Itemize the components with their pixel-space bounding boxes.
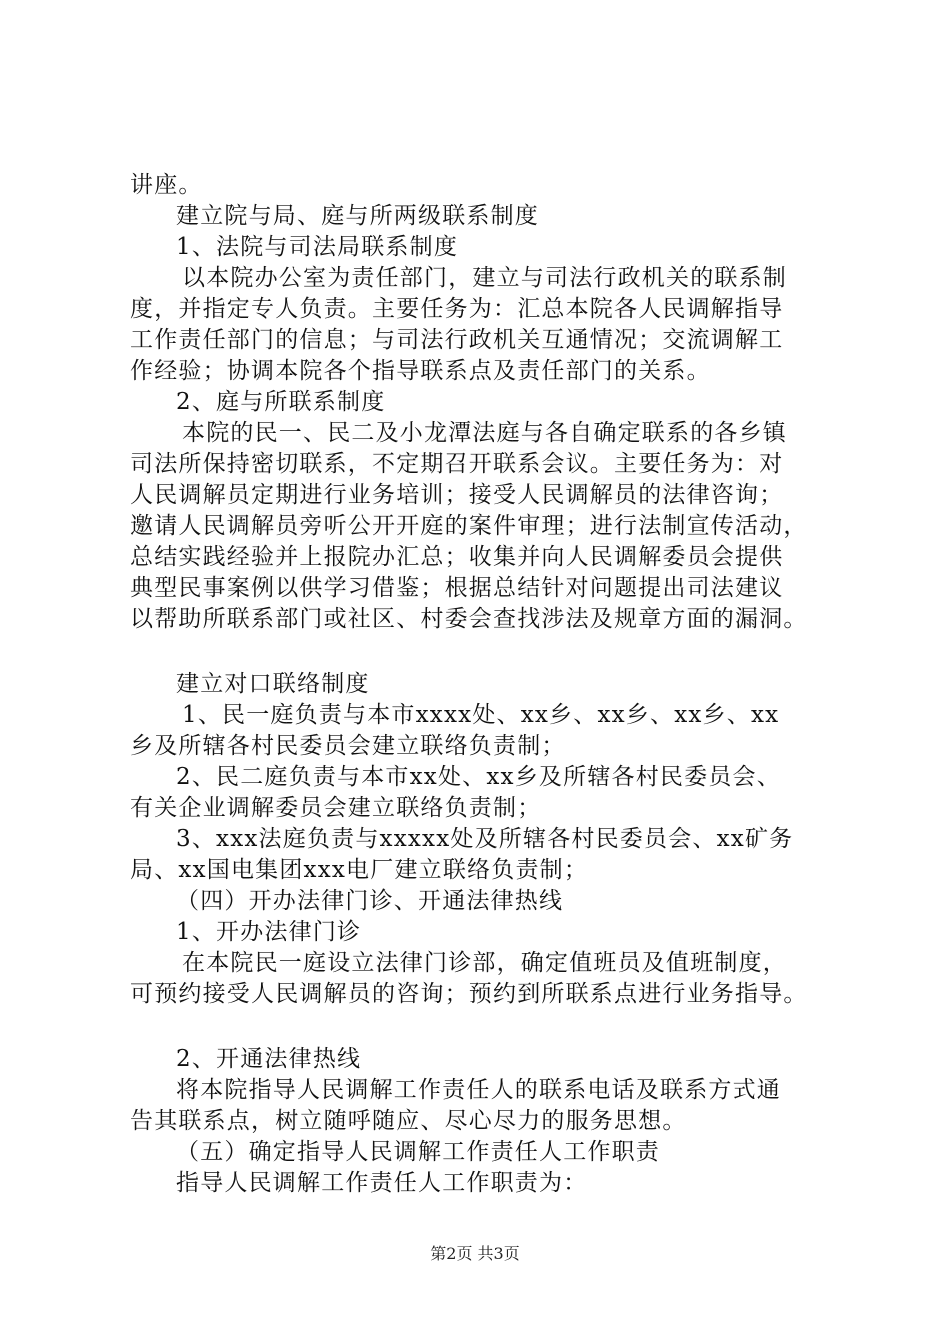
section-heading: 建立院与局、庭与所两级联系制度 (176, 203, 539, 229)
paragraph-line: 有关企业调解委员会建立联络负责制； (130, 795, 542, 821)
paragraph-line: 乡及所辖各村民委员会建立联络负责制； (130, 733, 566, 759)
paragraph-line: 告其联系点，树立随呼随应、尽心尽力的服务思想。 (130, 1108, 687, 1134)
paragraph-line: 人民调解员定期进行业务培训；接受人民调解员的法律咨询； (130, 482, 784, 508)
paragraph-line: 总结实践经验并上报院办汇总；收集并向人民调解委员会提供 (130, 544, 784, 570)
paragraph-line: 邀请人民调解员旁听公开开庭的案件审理；进行法制宣传活动， (130, 513, 808, 539)
paragraph-line: 以帮助所联系部门或社区、村委会查找涉法及规章方面的漏洞。 (130, 606, 808, 632)
page-footer: 第2页 共3页 (430, 1244, 520, 1263)
paragraph-line: 以本院办公室为责任部门，建立与司法行政机关的联系制 (182, 265, 787, 291)
paragraph-gap (130, 1010, 830, 1044)
paragraph-line: 工作责任部门的信息；与司法行政机关互通情况；交流调解工 (130, 327, 784, 353)
paragraph-line: 典型民事案例以供学习借鉴；根据总结针对问题提出司法建议 (130, 575, 784, 601)
paragraph-line: 1、民一庭负责与本市xxxx处、xx乡、xx乡、xx乡、xx (182, 702, 780, 728)
paragraph-line: 作经验；协调本院各个指导联系点及责任部门的关系。 (130, 358, 711, 384)
paragraph-line: 本院的民一、民二及小龙潭法庭与各自确定联系的各乡镇 (182, 420, 787, 446)
paragraph-line: 3、xxx法庭负责与xxxxx处及所辖各村民委员会、xx矿务 (176, 826, 794, 852)
section-heading: （五）确定指导人民调解工作责任人工作职责 (176, 1139, 660, 1165)
subsection-heading: 1、开办法律门诊 (176, 919, 362, 945)
paragraph-line: 2、民二庭负责与本市xx处、xx乡及所辖各村民委员会、 (176, 764, 781, 790)
paragraph-line: 将本院指导人民调解工作责任人的联系电话及联系方式通 (176, 1077, 781, 1103)
subsection-heading: 2、庭与所联系制度 (176, 389, 386, 415)
section-heading: 建立对口联络制度 (176, 671, 370, 697)
subsection-heading: 1、法院与司法局联系制度 (176, 234, 459, 260)
section-heading: （四）开办法律门诊、开通法律热线 (176, 888, 564, 914)
paragraph-line: 指导人民调解工作责任人工作职责为： (176, 1170, 588, 1196)
paragraph-line: 局、xx国电集团xxx电厂建立联络负责制； (130, 857, 589, 883)
paragraph-line: 可预约接受人民调解员的咨询；预约到所联系点进行业务指导。 (130, 981, 808, 1007)
paragraph-gap (130, 635, 830, 669)
paragraph-line: 度，并指定专人负责。主要任务为：汇总本院各人民调解指导 (130, 296, 784, 322)
text-line: 讲座。 (130, 172, 203, 198)
document-body (130, 170, 830, 1199)
subsection-heading: 2、开通法律热线 (176, 1046, 362, 1072)
paragraph-line: 在本院民一庭设立法律门诊部，确定值班员及值班制度， (182, 950, 787, 976)
paragraph-line: 司法所保持密切联系，不定期召开联系会议。主要任务为：对 (130, 451, 784, 477)
